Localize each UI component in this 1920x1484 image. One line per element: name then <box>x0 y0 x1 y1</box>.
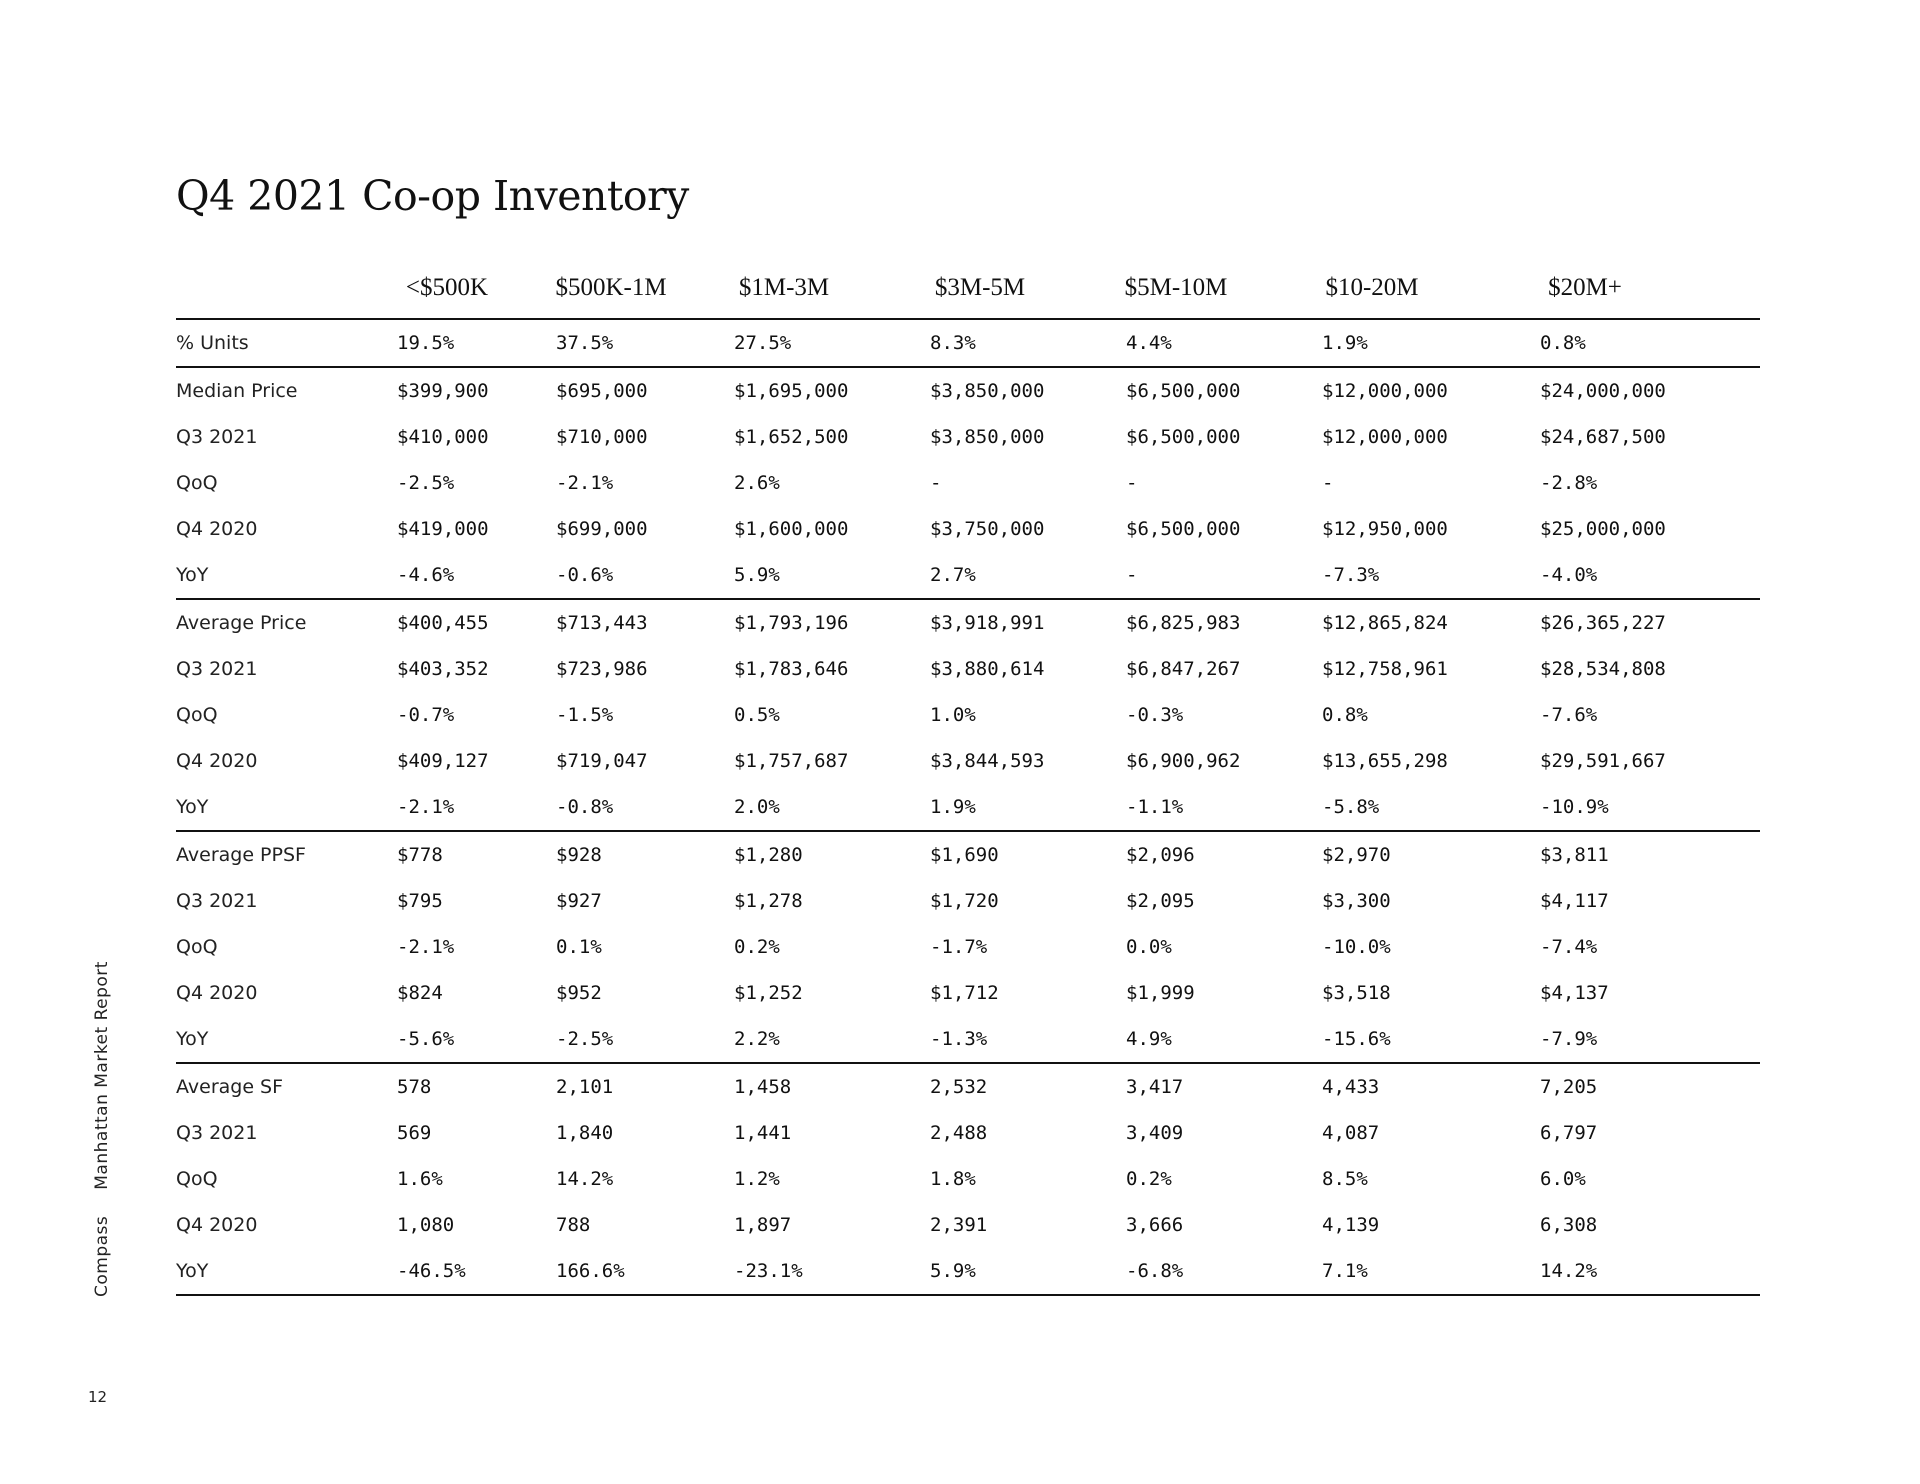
table-cell: $6,847,267 <box>1126 658 1241 680</box>
table-cell: 4,139 <box>1322 1214 1380 1236</box>
table-cell: $3,750,000 <box>930 518 1045 540</box>
table-cell: 1,441 <box>734 1122 792 1144</box>
table-cell: $24,000,000 <box>1540 380 1666 402</box>
table-cell: 27.5% <box>734 332 792 354</box>
table-cell: - <box>1126 564 1138 586</box>
table-cell: 2.2% <box>734 1028 780 1050</box>
table-cell: $2,095 <box>1126 890 1195 912</box>
table-cell: 8.5% <box>1322 1168 1368 1190</box>
table-cell: 1.2% <box>734 1168 780 1190</box>
table-row <box>176 738 1760 784</box>
row-label: YoY <box>176 564 209 586</box>
row-label: QoQ <box>176 472 218 494</box>
table-cell: $12,865,824 <box>1322 612 1448 634</box>
table-cell: $1,252 <box>734 982 803 1004</box>
table-row <box>176 414 1760 460</box>
table-row <box>176 368 1760 414</box>
row-label: Q4 2020 <box>176 750 258 772</box>
page-number: 12 <box>88 1388 108 1406</box>
table-cell: $29,591,667 <box>1540 750 1666 772</box>
table-cell: -2.5% <box>397 472 455 494</box>
table-cell: -4.6% <box>397 564 455 586</box>
table-cell: -0.3% <box>1126 704 1184 726</box>
table-cell: 0.0% <box>1126 936 1172 958</box>
row-label: % Units <box>176 332 249 354</box>
table-cell: 1.0% <box>930 704 976 726</box>
table-cell: $2,096 <box>1126 844 1195 866</box>
table-cell: -0.6% <box>556 564 614 586</box>
table-cell: $1,690 <box>930 844 999 866</box>
table-cell: $1,783,646 <box>734 658 849 680</box>
row-label: Q4 2020 <box>176 1214 258 1236</box>
table-cell: $25,000,000 <box>1540 518 1666 540</box>
table-cell: $778 <box>397 844 443 866</box>
table-cell: -10.0% <box>1322 936 1391 958</box>
table-cell: $1,652,500 <box>734 426 849 448</box>
row-label: Median Price <box>176 380 298 402</box>
row-label: Q4 2020 <box>176 982 258 1004</box>
table-cell: $24,687,500 <box>1540 426 1666 448</box>
table-cell: $699,000 <box>556 518 648 540</box>
table-cell: 1,897 <box>734 1214 792 1236</box>
table-cell: $399,900 <box>397 380 489 402</box>
table-cell: -1.1% <box>1126 796 1184 818</box>
table-cell: 5.9% <box>930 1260 976 1282</box>
row-label: Q3 2021 <box>176 890 258 912</box>
table-cell: - <box>1322 472 1334 494</box>
table-cell: $719,047 <box>556 750 648 772</box>
table-cell: $3,850,000 <box>930 426 1045 448</box>
table-cell: $4,137 <box>1540 982 1609 1004</box>
table-cell: $710,000 <box>556 426 648 448</box>
table-cell: -5.8% <box>1322 796 1380 818</box>
table-cell: $1,278 <box>734 890 803 912</box>
table-cell: $1,695,000 <box>734 380 849 402</box>
table-cell: 4,087 <box>1322 1122 1380 1144</box>
table-cell: 0.8% <box>1540 332 1586 354</box>
table-cell: -2.1% <box>556 472 614 494</box>
table-cell: -5.6% <box>397 1028 455 1050</box>
column-header: $10-20M <box>1325 274 1419 301</box>
table-cell: 6,308 <box>1540 1214 1598 1236</box>
table-cell: 569 <box>397 1122 432 1144</box>
table-cell: $12,000,000 <box>1322 380 1448 402</box>
table-cell: $410,000 <box>397 426 489 448</box>
table-cell: $3,844,593 <box>930 750 1045 772</box>
table-cell: 3,417 <box>1126 1076 1184 1098</box>
table-cell: $6,825,983 <box>1126 612 1241 634</box>
table-cell: 2,391 <box>930 1214 988 1236</box>
column-header: $20M+ <box>1548 274 1622 301</box>
table-cell: 8.3% <box>930 332 976 354</box>
table-cell: 1.9% <box>1322 332 1368 354</box>
row-label: Q3 2021 <box>176 1122 258 1144</box>
row-label: QoQ <box>176 936 218 958</box>
table-cell: 6.0% <box>1540 1168 1586 1190</box>
table-cell: 1,840 <box>556 1122 614 1144</box>
report-name: Manhattan Market Report <box>92 961 112 1190</box>
table-cell: $6,900,962 <box>1126 750 1241 772</box>
page-title: Q4 2021 Co-op Inventory <box>176 172 689 220</box>
table-cell: -10.9% <box>1540 796 1609 818</box>
table-cell: -7.3% <box>1322 564 1380 586</box>
brand-name: Compass <box>92 1215 112 1297</box>
table-cell: $419,000 <box>397 518 489 540</box>
table-cell: $403,352 <box>397 658 489 680</box>
table-cell: 1.8% <box>930 1168 976 1190</box>
table-row <box>176 1202 1760 1248</box>
table-row <box>176 970 1760 1016</box>
table-row <box>176 1016 1760 1064</box>
table-cell: $1,712 <box>930 982 999 1004</box>
table-cell: -23.1% <box>734 1260 803 1282</box>
table-cell: $723,986 <box>556 658 648 680</box>
table-row <box>176 924 1760 970</box>
table-cell: $28,534,808 <box>1540 658 1666 680</box>
table-cell: - <box>930 472 942 494</box>
table-cell: $1,999 <box>1126 982 1195 1004</box>
table-row <box>176 460 1760 506</box>
row-label: Average SF <box>176 1076 284 1098</box>
table-cell: -2.5% <box>556 1028 614 1050</box>
column-header: $500K-1M <box>555 274 667 301</box>
table-cell: $3,880,614 <box>930 658 1045 680</box>
table-cell: 2,101 <box>556 1076 614 1098</box>
table-cell: 2,488 <box>930 1122 988 1144</box>
inventory-table <box>176 266 1760 1296</box>
table-cell: $713,443 <box>556 612 648 634</box>
table-cell: $695,000 <box>556 380 648 402</box>
table-cell: 2.7% <box>930 564 976 586</box>
table-cell: $952 <box>556 982 602 1004</box>
table-row <box>176 878 1760 924</box>
table-cell: 1.9% <box>930 796 976 818</box>
table-cell: 0.2% <box>1126 1168 1172 1190</box>
table-cell: 0.2% <box>734 936 780 958</box>
table-cell: $3,518 <box>1322 982 1391 1004</box>
column-header: $1M-3M <box>738 274 830 301</box>
table-cell: 14.2% <box>556 1168 614 1190</box>
table-row <box>176 784 1760 832</box>
table-row <box>176 1156 1760 1202</box>
table-cell: -2.1% <box>397 936 455 958</box>
table-cell: -7.6% <box>1540 704 1598 726</box>
table-row <box>176 692 1760 738</box>
table-cell: 578 <box>397 1076 432 1098</box>
row-label: Q3 2021 <box>176 426 258 448</box>
table-cell: 166.6% <box>556 1260 625 1282</box>
row-label: QoQ <box>176 704 218 726</box>
table-cell: 3,666 <box>1126 1214 1184 1236</box>
table-cell: - <box>1126 472 1138 494</box>
table-row <box>176 1110 1760 1156</box>
table-cell: 788 <box>556 1214 591 1236</box>
table-cell: $824 <box>397 982 443 1004</box>
table-row <box>176 506 1760 552</box>
table-cell: $6,500,000 <box>1126 380 1241 402</box>
table-row <box>176 1248 1760 1296</box>
table-row <box>176 320 1760 368</box>
table-cell: $795 <box>397 890 443 912</box>
table-cell: 1,080 <box>397 1214 455 1236</box>
table-cell: 3,409 <box>1126 1122 1184 1144</box>
table-cell: -1.7% <box>930 936 988 958</box>
table-cell: -46.5% <box>397 1260 466 1282</box>
table-cell: $12,000,000 <box>1322 426 1448 448</box>
table-cell: $13,655,298 <box>1322 750 1448 772</box>
table-cell: $928 <box>556 844 602 866</box>
table-cell: -2.1% <box>397 796 455 818</box>
row-label: YoY <box>176 1028 209 1050</box>
column-header: $5M-10M <box>1124 274 1228 301</box>
report-footer <box>92 935 112 1297</box>
table-cell: -4.0% <box>1540 564 1598 586</box>
table-cell: -1.5% <box>556 704 614 726</box>
table-cell: 6,797 <box>1540 1122 1598 1144</box>
table-cell: $6,500,000 <box>1126 426 1241 448</box>
table-cell: -7.9% <box>1540 1028 1598 1050</box>
table-cell: 4.4% <box>1126 332 1172 354</box>
table-cell: -6.8% <box>1126 1260 1184 1282</box>
table-cell: -1.3% <box>930 1028 988 1050</box>
row-label: YoY <box>176 1260 209 1282</box>
table-cell: 0.5% <box>734 704 780 726</box>
table-cell: 5.9% <box>734 564 780 586</box>
table-cell: $6,500,000 <box>1126 518 1241 540</box>
table-row <box>176 646 1760 692</box>
column-header: <$500K <box>405 274 489 301</box>
table-row <box>176 552 1760 600</box>
table-cell: 7.1% <box>1322 1260 1368 1282</box>
table-cell: -2.8% <box>1540 472 1598 494</box>
table-cell: 0.1% <box>556 936 602 958</box>
table-cell: $1,793,196 <box>734 612 849 634</box>
table-cell: 2,532 <box>930 1076 988 1098</box>
table-cell: 0.8% <box>1322 704 1368 726</box>
column-header: $3M-5M <box>934 274 1026 301</box>
table-cell: 37.5% <box>556 332 614 354</box>
table-cell: 2.6% <box>734 472 780 494</box>
table-cell: 4,433 <box>1322 1076 1380 1098</box>
row-label: Average Price <box>176 612 307 634</box>
table-row <box>176 1064 1760 1110</box>
table-cell: $400,455 <box>397 612 489 634</box>
table-cell: $1,600,000 <box>734 518 849 540</box>
table-cell: $12,950,000 <box>1322 518 1448 540</box>
table-cell: 19.5% <box>397 332 455 354</box>
row-label: YoY <box>176 796 209 818</box>
row-label: QoQ <box>176 1168 218 1190</box>
table-row <box>176 600 1760 646</box>
table-cell: 4.9% <box>1126 1028 1172 1050</box>
table-cell: $4,117 <box>1540 890 1609 912</box>
table-cell: -7.4% <box>1540 936 1598 958</box>
table-cell: $3,918,991 <box>930 612 1045 634</box>
table-header <box>176 266 1760 320</box>
table-cell: $927 <box>556 890 602 912</box>
table-cell: 1.6% <box>397 1168 443 1190</box>
table-cell: -0.8% <box>556 796 614 818</box>
table-cell: $1,720 <box>930 890 999 912</box>
table-cell: $3,300 <box>1322 890 1391 912</box>
row-label: Average PPSF <box>176 844 306 866</box>
table-cell: 1,458 <box>734 1076 792 1098</box>
table-body <box>176 368 1760 1296</box>
row-label: Q3 2021 <box>176 658 258 680</box>
table-cell: $3,850,000 <box>930 380 1045 402</box>
table-cell: $2,970 <box>1322 844 1391 866</box>
table-row <box>176 832 1760 878</box>
table-cell: 14.2% <box>1540 1260 1598 1282</box>
table-cell: 2.0% <box>734 796 780 818</box>
table-cell: 7,205 <box>1540 1076 1598 1098</box>
table-cell: $1,757,687 <box>734 750 849 772</box>
table-cell: $12,758,961 <box>1322 658 1448 680</box>
table-cell: $1,280 <box>734 844 803 866</box>
table-cell: -0.7% <box>397 704 455 726</box>
table-cell: -15.6% <box>1322 1028 1391 1050</box>
table-cell: $26,365,227 <box>1540 612 1666 634</box>
table-cell: $3,811 <box>1540 844 1609 866</box>
table-cell: $409,127 <box>397 750 489 772</box>
row-label: Q4 2020 <box>176 518 258 540</box>
